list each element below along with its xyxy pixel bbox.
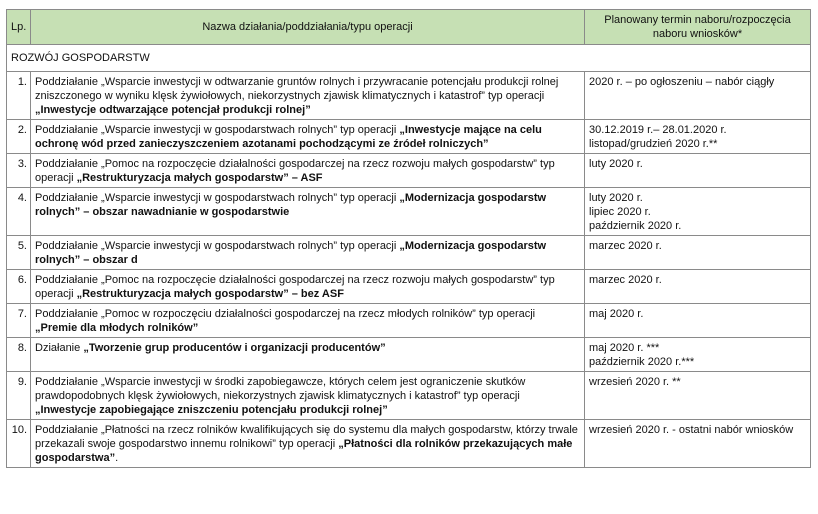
operation-name (31, 72, 585, 120)
planned-term-line: maj 2020 r. (589, 308, 644, 320)
table-row (7, 420, 811, 468)
operation-name-text: Działanie (35, 342, 84, 354)
operation-name-text: Poddziałanie „Pomoc na rozpoczęcie działalności gospodarczej na rzecz rozwoju małych gospodarstw” typ operacji (35, 274, 555, 300)
header-lp: Lp. (7, 10, 31, 45)
operation-type-name: „Inwestycje mające na celu ochronę wód przed zanieczyszczeniem azotanami pochodzącymi ze źródeł rolniczych” (35, 124, 542, 150)
operation-type-name: „Restrukturyzacja małych gospodarstw” – bez ASF (76, 288, 344, 300)
operation-type-name: „Modernizacja gospodarstw rolnych” – obszar nawadnianie w gospodarstwie (35, 192, 547, 218)
planned-term (585, 72, 811, 120)
header-name: Nazwa działania/poddziałania/typu operacji (31, 10, 585, 45)
operation-name-suffix: . (115, 452, 119, 464)
row-number: 5. (7, 236, 31, 270)
operation-type-name: „Inwestycje zapobiegające zniszczeniu potencjału produkcji rolnej” (35, 404, 388, 416)
planned-term-line: 30.12.2019 r.– 28.01.2020 r. (589, 124, 727, 136)
operation-name (31, 304, 585, 338)
planned-term-line: marzec 2020 r. (589, 274, 662, 286)
operation-name-text: Poddziałanie „Wsparcie inwestycji w środki zapobiegawcze, których celem jest ograniczenie skutków prawdopodobnych klęsk żywiołowych, niekorzystnych zjawisk klimatycznych i katastrof” typ operacji (35, 376, 526, 402)
operation-name-text: Poddziałanie „Wsparcie inwestycji w odtwarzanie gruntów rolnych i przywracanie potencjału produkcji rolnej zniszczonego w wyniku klęsk żywiołowych, niekorzystnych zjawisk klimatycznych i katastrof” typ operacji (35, 76, 559, 102)
operation-name (31, 420, 585, 468)
planned-term-line: maj 2020 r. *** (589, 342, 660, 354)
table-row (7, 270, 811, 304)
planned-term-line: wrzesień 2020 r. - ostatni nabór wniosków (589, 424, 794, 436)
operation-name (31, 338, 585, 372)
section-title: ROZWÓJ GOSPODARSTW (7, 45, 811, 72)
planned-term-line: lipiec 2020 r. (589, 206, 651, 218)
header-term: Planowany termin naboru/rozpoczęcia naboru wniosków* (585, 10, 811, 45)
planned-term-line: luty 2020 r. (589, 158, 643, 170)
planned-term-line: 2020 r. – po ogłoszeniu – nabór ciągły (589, 76, 775, 88)
planned-term (585, 188, 811, 236)
operation-name (31, 236, 585, 270)
planned-term-line: listopad/grudzień 2020 r.** (589, 138, 718, 150)
row-number: 8. (7, 338, 31, 372)
table-row (7, 236, 811, 270)
row-number: 4. (7, 188, 31, 236)
table-row (7, 120, 811, 154)
row-number: 9. (7, 372, 31, 420)
operation-name-text: Poddziałanie „Płatności na rzecz rolników kwalifikujących się do systemu dla małych gospodarstw, którzy trwale przekazali swoje gospodarstwo innemu rolnikowi” typ operacji (35, 424, 578, 450)
row-number: 6. (7, 270, 31, 304)
table-row (7, 72, 811, 120)
row-number: 7. (7, 304, 31, 338)
row-number: 10. (7, 420, 31, 468)
planned-term-line: październik 2020 r.*** (589, 356, 695, 368)
table-row (7, 154, 811, 188)
planned-term (585, 120, 811, 154)
section-row (7, 45, 811, 72)
operation-type-name: „Tworzenie grup producentów i organizacji producentów” (83, 342, 386, 354)
planned-term (585, 338, 811, 372)
planned-term-line: marzec 2020 r. (589, 240, 662, 252)
planned-term (585, 236, 811, 270)
table-row (7, 188, 811, 236)
operation-name-text: Poddziałanie „Wsparcie inwestycji w gospodarstwach rolnych” typ operacji (35, 240, 400, 252)
table-row (7, 304, 811, 338)
operation-type-name: „Inwestycje odtwarzające potencjał produkcji rolnej” (35, 104, 311, 116)
planned-term-line: luty 2020 r. (589, 192, 643, 204)
operation-name (31, 188, 585, 236)
planned-term-line: październik 2020 r. (589, 220, 682, 232)
operation-name-text: Poddziałanie „Pomoc na rozpoczęcie działalności gospodarczej na rzecz rozwoju małych gospodarstw” typ operacji (35, 158, 555, 184)
operation-name (31, 154, 585, 188)
operation-name (31, 120, 585, 154)
operation-name-text: Poddziałanie „Wsparcie inwestycji w gospodarstwach rolnych” typ operacji (35, 124, 400, 136)
operation-type-name: „Premie dla młodych rolników” (35, 322, 199, 334)
schedule-table (6, 9, 811, 468)
table-row (7, 372, 811, 420)
planned-term (585, 154, 811, 188)
operation-type-name: „Modernizacja gospodarstw rolnych” – obszar d (35, 240, 547, 266)
row-number: 1. (7, 72, 31, 120)
operation-type-name: „Płatności dla rolników przekazujących małe gospodarstwa” (35, 438, 573, 464)
operation-name (31, 372, 585, 420)
row-number: 2. (7, 120, 31, 154)
operation-name (31, 270, 585, 304)
planned-term (585, 304, 811, 338)
operation-name-text: Poddziałanie „Wsparcie inwestycji w gospodarstwach rolnych” typ operacji (35, 192, 400, 204)
operation-type-name: „Restrukturyzacja małych gospodarstw” – ASF (76, 172, 323, 184)
table-row (7, 338, 811, 372)
planned-term (585, 372, 811, 420)
table-header-row (7, 10, 811, 45)
planned-term-line: wrzesień 2020 r. ** (589, 376, 681, 388)
planned-term (585, 270, 811, 304)
planned-term (585, 420, 811, 468)
row-number: 3. (7, 154, 31, 188)
operation-name-text: Poddziałanie „Pomoc w rozpoczęciu działalności gospodarczej na rzecz młodych rolników” typ operacji (35, 308, 536, 320)
